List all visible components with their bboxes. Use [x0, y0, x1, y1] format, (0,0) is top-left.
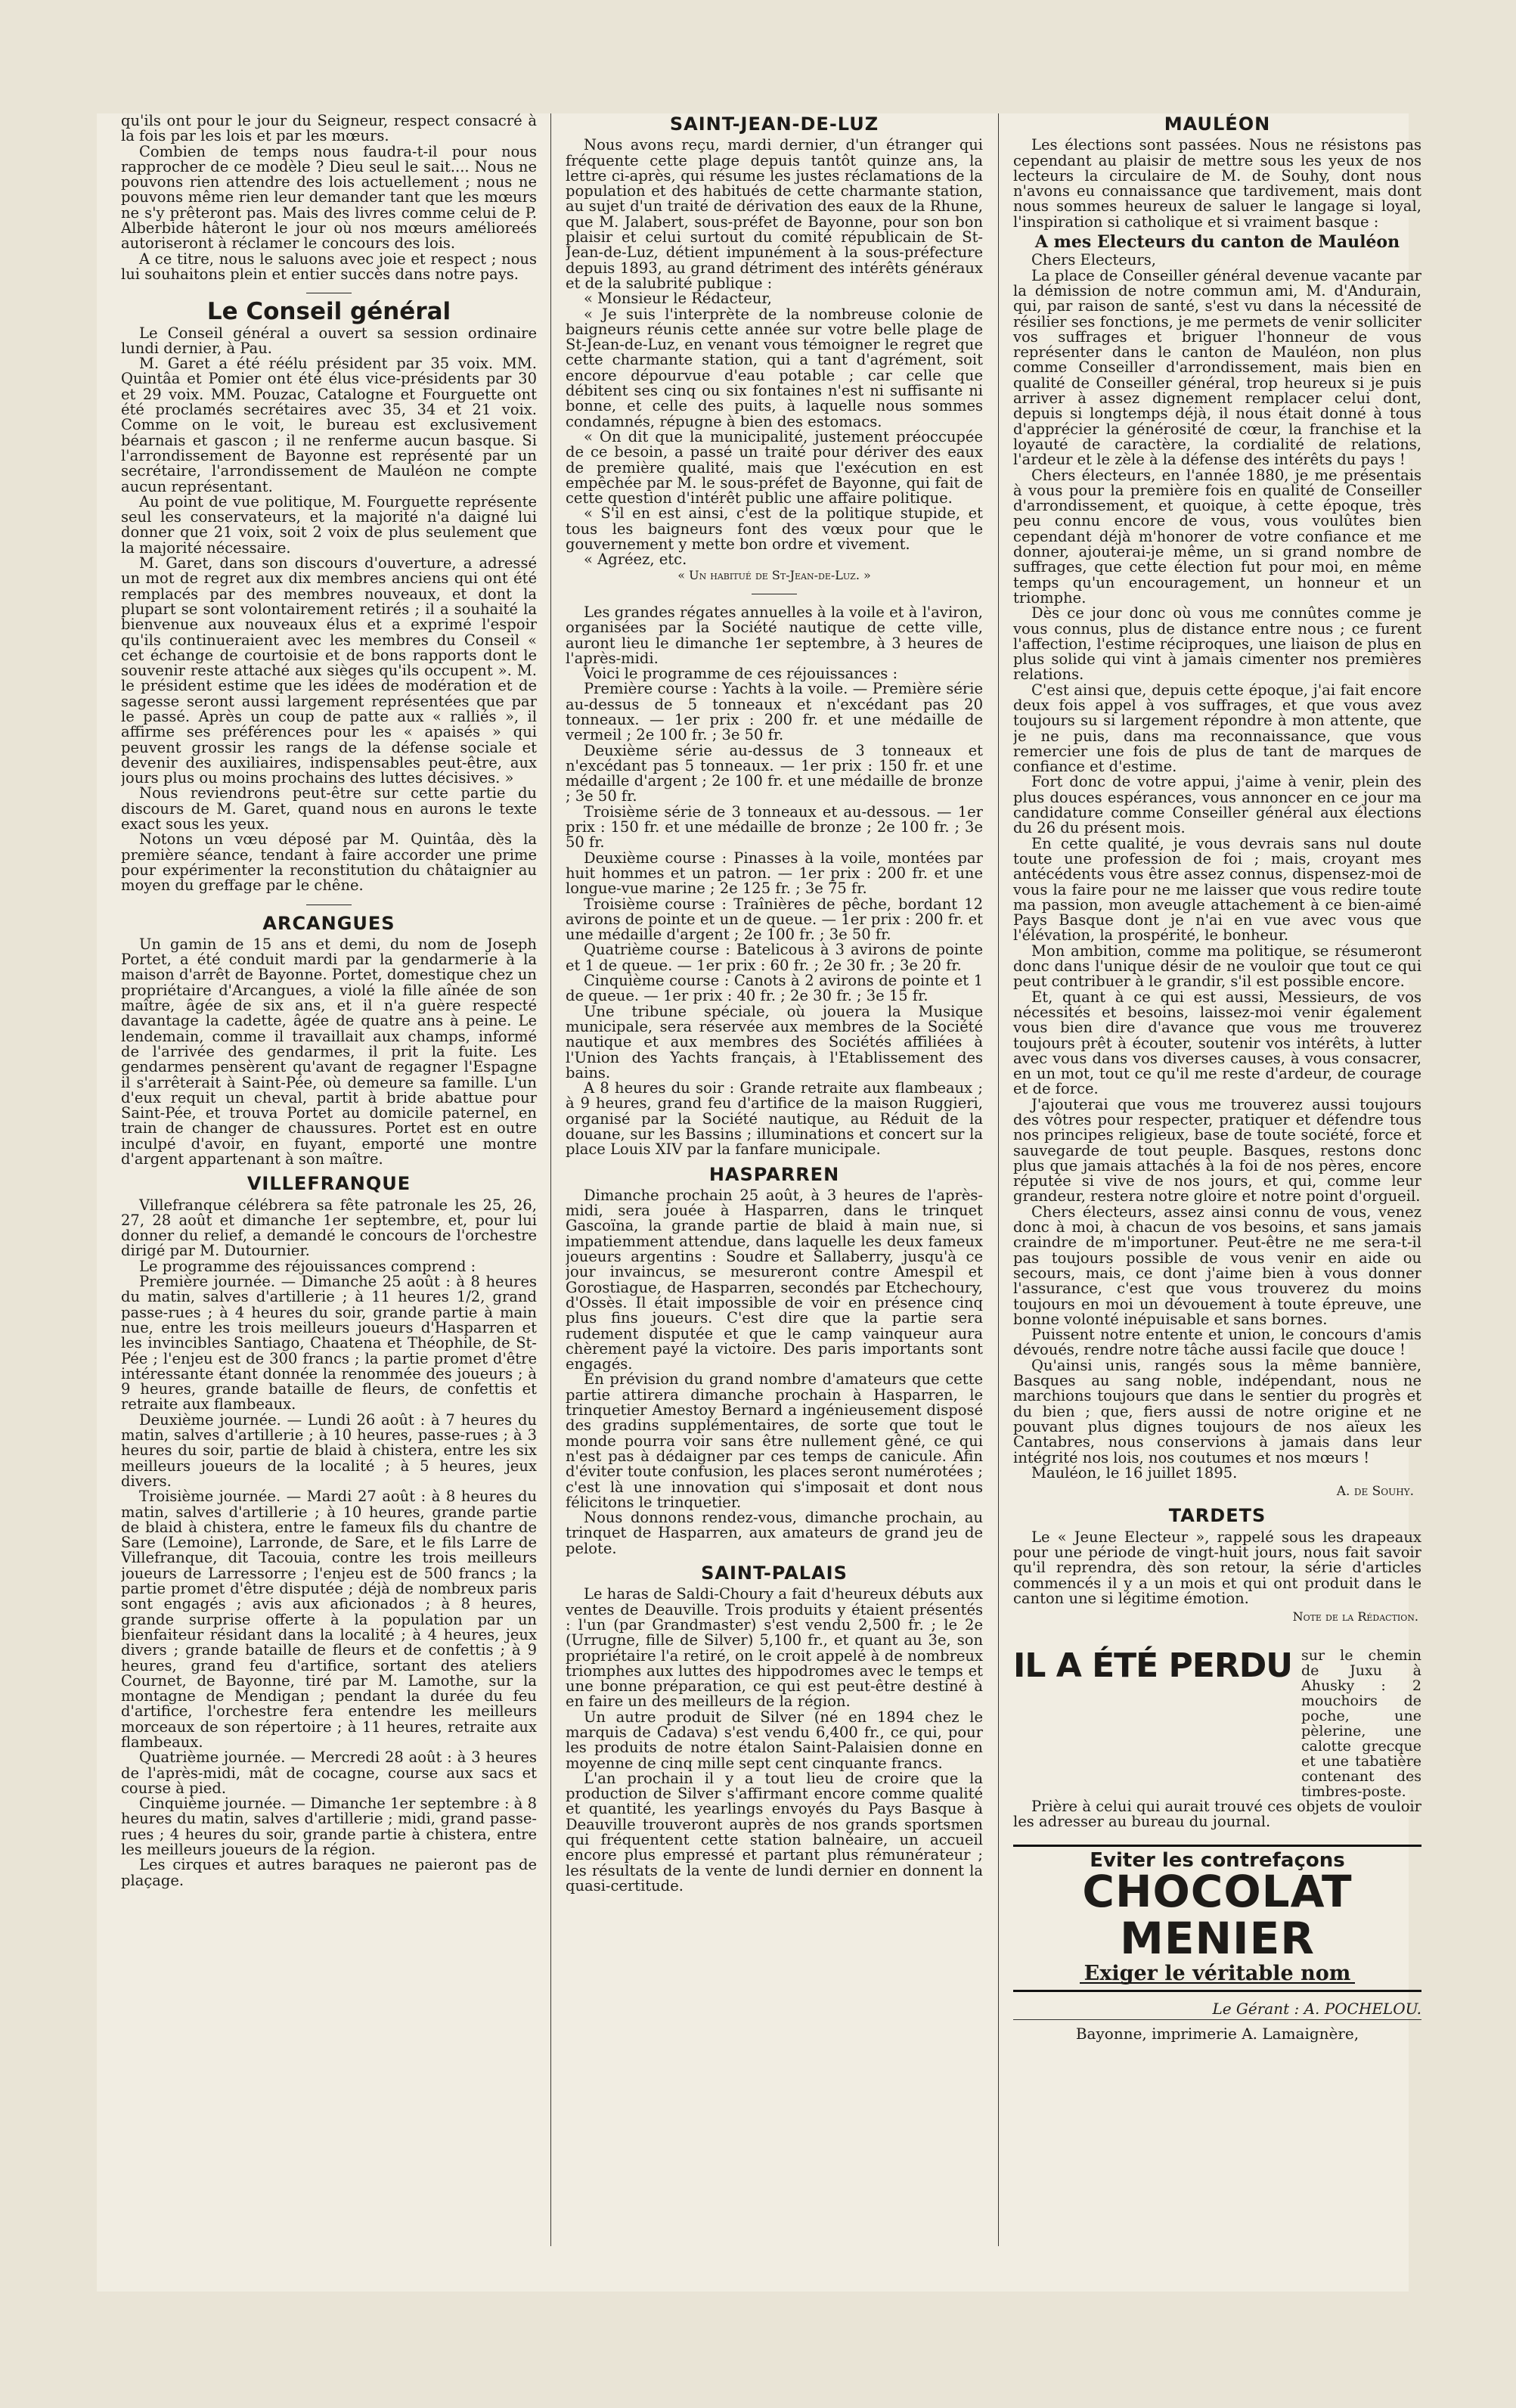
lost-notice-title: IL A ÉTÉ PERDU — [1013, 1646, 1292, 1685]
paragraph: Le « Jeune Electeur », rappelé sous les drapeaux pour une période de vingt-huit jours, nous fait savoir qu'il reprendra, dès son retour, la série d'articles commencés il y a un mois et qui ont produit dans le canton une si légitime émotion. — [1013, 1528, 1421, 1607]
paragraph: L'an prochain il y a tout lieu de croire que la production de Silver s'affirmant encore comme qualité et quantité, les yearlings envoyés du Pays Basque à Deauville trouveront auprès de nos grands sportsmen qui fréquentent cette station balnéaire, un accueil encore plus empressé et partant plus rémunérateur ; les résultats de la vente de lundi dernier en donnent la quasi-certitude. — [566, 1769, 983, 1894]
paragraph: Qu'ainsi unis, rangés sous la même bannière, Basques au sang noble, indépendant, nous ne marchions toujours que dans le sentier du progrès et du bien ; que, fiers aussi de notre origine et ne pouvant plus dignes toujours de nos aïeux les Cantabres, nous conservions à jamais dans leur intégrité nos lois, nos coutumes et nos mœurs ! — [1013, 1356, 1421, 1466]
paragraph: Fort donc de votre appui, j'aime à venir, plein des plus douces espérances, vous annoncer en ce jour ma candidature comme Conseiller général aux élections du 26 du présent mois. — [1013, 773, 1421, 837]
paragraph: Nous avons reçu, mardi dernier, d'un étranger qui fréquente cette plage depuis tantôt quinze ans, la lettre ci-après, qui résume les justes réclamations de la population et des habitués de cette charmante station, au sujet d'un traité de dérivation des eaux de la Rhune, que M. Jalabert, sous-préfet de Bayonne, pour son bon plaisir et celui surtout du comité républicain de St-Jean-de-Luz, détient impunément à la sous-préfecture depuis 1893, au grand détriment des intérêts généraux et de la salubrité publique : — [566, 136, 983, 292]
gerant-line: Le Gérant : A. POCHELOU. — [1013, 2001, 1421, 2020]
paragraph: Les grandes régates annuelles à la voile et à l'aviron, organisées par la Société nautique de cette ville, auront lieu le dimanche 1er septembre, à 3 heures de l'après-midi. — [566, 603, 983, 667]
paragraph: Combien de temps nous faudra-t-il pour nous rapprocher de ce modèle ? Dieu seul le sait.... Nous ne pouvons rien attendre des lois actuellement ; nous ne pouvons même rien leur demander tant que les mœurs ne s'y prêteront pas. Mais des livres comme celui de P. Alberbide hâteront le jour où nos mœurs amélioreés autoriseront à réclamer le concours des lois. — [121, 142, 537, 253]
ad-brand-line: CHOCOLAT — [1082, 1866, 1353, 1918]
paragraph: M. Garet, dans son discours d'ouverture, a adressé un mot de regret aux dix membres anciens qui ont été remplacés par des membres nouveaux, et dont la plupart se sont volontairement retirés ; il a souhaité la bienvenue aux nouveaux élus et a exprimé l'espoir qu'ils continueraient avec les membres du Conseil « cet échange de courtoisie et de bons rapports dont le souvenir reste attaché aux sièges qu'ils occupent ». M. le président estime que les idées de modération et de sagesse seront aussi largement représentées que par le passé. Après un coup de patte aux « ralliés », il affirme ses préférences pour les « apaisés » qui peuvent grossir les rangs de la défense sociale et devenir des auxiliaires, indispensables peut-être, aux jours plus ou moins prochains des luttes décisives. » — [121, 554, 537, 787]
paragraph: « Monsieur le Rédacteur, — [584, 290, 772, 308]
imprint-line: Bayonne, imprimerie A. Lamaignère, — [1075, 2024, 1359, 2043]
paragraph: Troisième journée. — Mardi 27 août : à 8 heures du matin, salves d'artillerie ; à 10 heures, grande partie de blaid à chistera, entre le fameux fils du chantre de Sare (Lemoine), Larronde, de Sare, et le fils Larre de Villefranque, dit Tacouia, contre les trois meilleurs joueurs de Larressorre ; l'enjeu est de 500 francs ; la partie promet d'être disputée ; déjà de nombreux paris sont engagés ; avis aux aficionados ; à 8 heures, grande surprise offerte à la population par un bienfaiteur résidant dans la localité ; à 4 heures, jeux divers ; grande bataille de fleurs et de confettis ; à 9 heures, grand feu d'artifice, sortant des ateliers Cournet, de Bayonne, tiré par M. Lamothe, sur la montagne de Mendigan ; pendant la durée du feu d'artifice, l'orchestre fera entendre les meilleurs morceaux de son répertoire ; à 11 heures, retraite aux flambeaux. — [121, 1488, 537, 1751]
paragraph: Quatrième course : Batelicous à 3 avirons de pointe et 1 de queue. — 1er prix : 60 fr. ; 2e 30 fr. ; 3e 20 fr. — [566, 941, 983, 974]
paragraph: C'est ainsi que, depuis cette époque, j'ai fait encore deux fois appel à vos suffrages, et que vous avez toujours su si largement répondre à mon attente, que je ne puis, dans ma reconnaissance, que vous remercier une fois de plus de tant de marques de confiance et d'estime. — [1013, 681, 1421, 776]
ad-line: Exiger le véritable nom — [1080, 1966, 1356, 1983]
paragraph: Dès ce jour donc où vous me connûtes comme je vous connus, plus de distance entre nous ; ce furent l'affection, l'estime réciproques, une liaison de plus en plus solide qui vint à jamais cimenter nos premières relations. — [1013, 604, 1421, 684]
paragraph: M. Garet a été réélu président par 35 voix. MM. Quintâa et Pomier ont été élus vice-présidents par 30 et 29 voix. MM. Pouzac, Catalogne et Fourguette ont été proclamés secrétaires avec 35, 34 et 21 voix. Comme on le voit, le bureau est exclusivement béarnais et gascon ; il ne renferme aucun basque. Si l'arrondissement de Bayonne est représenté par un secrétaire, l'arrondissement de Mauléon ne compte aucun représentant. — [121, 355, 537, 495]
paragraph: Les cirques et autres baraques ne paieront pas de plaçage. — [121, 1856, 537, 1889]
paragraph: Villefranque célébrera sa fête patronale les 25, 26, 27, 28 août et dimanche 1er septembre, et, pour lui donner du relief, a demandé le concours de l'orchestre dirigé par M. Dutournier. — [121, 1196, 537, 1260]
column-rule — [550, 113, 551, 2246]
paragraph: qu'ils ont pour le jour du Seigneur, respect consacré à la fois par les lois et par les mœurs. — [121, 113, 537, 145]
letter-signature: « Un habitué de St-Jean-de-Luz. » — [677, 567, 871, 582]
paragraph: « S'il en est ainsi, c'est de la politique stupide, et tous les baigneurs font des vœux pour que le gouvernement y mette bon ordre et vivement. — [566, 504, 983, 554]
paragraph: Troisième série de 3 tonneaux et au-dessous. — 1er prix : 150 fr. et une médaille de bronze ; 2e 100 fr. ; 3e 50 fr. — [566, 802, 983, 852]
paragraph: A 8 heures du soir : Grande retraite aux flambeaux ; à 9 heures, grand feu d'artifice de la maison Ruggieri, organisé par la Société nautique, au Réduit de la douane, sur les Bassins ; illuminations et concert sur la place Louis XIV par la fanfare municipale. — [566, 1079, 983, 1159]
paragraph: Le programme des réjouissances comprend : — [139, 1257, 476, 1275]
paragraph: Cinquième course : Canots à 2 avirons de pointe et 1 de queue. — 1er prix : 40 fr. ; 2e 30 fr. ; 3e 15 fr. — [566, 972, 983, 1005]
paragraph: Deuxième journée. — Lundi 26 août : à 7 heures du matin, salves d'artillerie ; à 10 heures, passe-rues ; à 3 heures du soir, partie de blaid à chistera, entre les six meilleurs joueurs de la localité ; à 5 heures, jeux divers. — [121, 1410, 537, 1490]
paragraph: A ce titre, nous le saluons avec joie et respect ; nous lui souhaitons plein et entier succès dans notre pays. — [121, 250, 537, 283]
paragraph: En prévision du grand nombre d'amateurs que cette partie attirera dimanche prochain à Hasparren, le trinquetier Amestoy Bernard a ingénieusement disposé des gradins supplémentaires, de sorte que tout le monde pourra voir sans être nullement gêné, ce qui n'est pas à dédaigner par ces temps de canicule. Afin d'éviter toute confusion, les places seront numérotées ; c'est là une innovation qui s'imposait et dont nous félicitons le trinquetier. — [566, 1370, 983, 1511]
chocolat-menier-ad — [1013, 1845, 1421, 1992]
paragraph: Cinquième journée. — Dimanche 1er septembre : à 8 heures du matin, salves d'artillerie ; midi, grand passe-rues ; 4 heures du soir, grande partie à chistera, entre les meilleurs joueurs de la région. — [121, 1795, 537, 1859]
paragraph: Deuxième série au-dessus de 3 tonneaux et n'excédant pas 5 tonneaux. — 1er prix : 150 fr. et une médaille d'argent ; 2e 100 fr. et une médaille de bronze ; 3e 50 fr. — [566, 741, 983, 805]
paragraph: En cette qualité, je vous devrais sans nul doute toute une profession de foi ; mais, croyant mes antécédents vous être assez connus, dispensez-moi de vous la faire pour ne me laisser que vous redire toute ma passion, mon aveugle attachement à ce bien-aimé Pays Basque dont je n'ai en vue avec vous que l'élévation, la prospérité, le bonheur. — [1013, 834, 1421, 945]
paragraph: J'ajouterai que vous me trouverez aussi toujours des vôtres pour respecter, pratiquer et défendre tous nos principes religieux, base de toute société, force et sauvegarde de tout peuple. Basques, restons donc plus que jamais attachés à la foi de nos pères, encore réputée si vive de nos jours, et qui, comme leur grandeur, restera notre gloire et notre point d'orgueil. — [1013, 1095, 1421, 1206]
paragraph: Quatrième journée. — Mercredi 28 août : à 3 heures de l'après-midi, mât de cocagne, course aux sacs et course à pied. — [121, 1749, 537, 1797]
letter-signature: A. de Souhy. — [1336, 1484, 1414, 1500]
section-title-tardets: TARDETS — [1168, 1505, 1266, 1527]
paragraph: Nous donnons rendez-vous, dimanche prochain, au trinquet de Hasparren, aux amateurs de grand jeu de pelote. — [566, 1509, 983, 1557]
paragraph: « Agréez, etc. — [584, 551, 687, 569]
section-title-saint-palais: SAINT-PALAIS — [701, 1562, 848, 1584]
paragraph: « Je suis l'interprète de la nombreuse colonie de baigneurs réunis cette année sur votre belle plage de St-Jean-de-Luz, en venant vous témoigner le regret que cette charmante station, qui a tant d'agrément, soit encore dépourvue d'eau potable ; car celle que débitent ses cinq ou six fontaines n'est ni suffisante ni bonne, et celle des puits, à laquelle nous sommes condamnés, répugne à bien des estomacs. — [566, 305, 983, 430]
section-title-saint-jean-de-luz: SAINT-JEAN-DE-LUZ — [669, 113, 879, 135]
paragraph: Chers électeurs, en l'année 1880, je me présentais à vous pour la première fois en qualité de Conseiller d'arrondissement, et quoique, à cette époque, très peu connu encore de vous, vous voulûtes bien cependant déjà m'honorer de votre confiance et me donner, ajouterai-je même, un si grand nombre de suffrages, que cette élection fut pour moi, en même temps qu'un encouragement, un honneur et un triomphe. — [1013, 466, 1421, 607]
paragraph: Une tribune spéciale, où jouera la Musique municipale, sera réservée aux membres de la Société nautique et aux membres des Sociétés affiliées à l'Union des Yachts français, à l'Etablissement des bains. — [566, 1002, 983, 1081]
paragraph: Un autre produit de Silver (né en 1894 chez le marquis de Cadava) s'est vendu 6,400 fr., ce qui, pour les produits de notre étalon Saint-Palaisien donne en moyenne de cinq mille sept cent cinquante francs. — [566, 1708, 983, 1772]
paragraph: Première journée. — Dimanche 25 août : à 8 heures du matin, salves d'artillerie ; à 11 heures 1/2, grand passe-rues ; à 4 heures du soir, grande partie à main nue, entre les trois meilleurs joueurs d'Hasparren et les invincibles Santiago, Chaatena et Théophile, de St-Pée ; l'enjeu est de 300 francs ; la partie promet d'être intéressante étant donnée la renommée des joueurs ; à 9 heures, grande bataille de fleurs, de confettis et retraite aux flambeaux. — [121, 1273, 537, 1413]
section-title-hasparren: HASPARREN — [708, 1163, 840, 1185]
lost-items-notice — [1013, 1648, 1421, 1799]
ad-line: Eviter les contrefaçons — [1090, 1849, 1345, 1873]
column-2 — [566, 113, 983, 2292]
paragraph: Chers électeurs, assez ainsi connu de vous, venez donc à moi, à chacun de vos besoins, et sans jamais craindre de m'importuner. Peut-être ne me sera-t-il pas toujours possible de vous venir en aide ou secours, mais, ce dont j'aime bien à vous donner l'assurance, c'est que vous trouverez du moins toujours en moi un dévouement à toute épreuve, une bonne volonté inépuisable et sans bornes. — [1013, 1202, 1421, 1328]
paragraph: Le haras de Saldi-Choury a fait d'heureux débuts aux ventes de Deauville. Trois produits y étaient présentés : l'un (par Grandmaster) s'est vendu 2,500 fr. ; le 2e (Urrugne, fille de Silver) 5,100 fr., et quant au 3e, son propriétaire l'a retiré, on le croit appelé à de nombreux triomphes aux luttes des hippodromes avec le temps et une bonne préparation, ce qui est peut-être destiné à en faire un des meilleurs de la région. — [566, 1585, 983, 1711]
column-rule — [998, 113, 999, 2246]
paragraph: Première course : Yachts à la voile. — Première série au-dessus de 5 tonneaux et n'excédant pas 20 tonneaux. — 1er prix : 200 fr. et une médaille de vermeil ; 2e 100 fr. ; 3e 50 fr. — [566, 680, 983, 744]
letter-title: A mes Electeurs du canton de Mauléon — [1034, 232, 1400, 253]
ad-brand-line: MENIER — [1120, 1913, 1315, 1965]
paragraph: « On dit que la municipalité, justement préoccupée de ce besoin, a passé un traité pour dériver des eaux de première qualité, mais que l'exécution en est empêchée par M. le sous-préfet de Bayonne, qui fait de cette question d'intérêt public une affaire politique. — [566, 427, 983, 507]
paragraph: Mon ambition, comme ma politique, se résumeront donc dans l'unique désir de ne vouloir que tout ce qui peut contribuer à le grandir, s'il est possible encore. — [1013, 942, 1421, 991]
paragraph: Puissent notre entente et union, le concours d'amis dévoués, rendre notre tâche aussi facile que douce ! — [1013, 1326, 1421, 1359]
paragraph: La place de Conseiller général devenue vacante par la démission de notre commun ami, M. d'Andurain, qui, par raison de santé, s'est vu dans la nécessité de résilier ses fonctions, je me permets de venir solliciter vos suffrages et briguer l'honneur de vous représenter dans le canton de Mauléon, non plus comme Conseiller d'arrondissement, mais bien en qualité de Conseiller général, trop heureux si je puis arriver à assez dignement remplacer celui dont, depuis si longtemps déjà, il nous était donné à tous d'apprécier la générosité de cœur, la franchise et la loyauté de caractère, la cordialité de relations, l'ardeur et le zèle à la défense des intérêts du pays ! — [1013, 266, 1421, 469]
paragraph: Le Conseil général a ouvert sa session ordinaire lundi dernier, à Pau. — [121, 324, 537, 357]
paragraph: Et, quant à ce qui est aussi, Messieurs, de vos nécessités et besoins, laissez-moi venir également vous bien dire d'avance que vous me trouverez toujours prêt à écouter, soutenir vos intérêts, à lutter avec vous dans vos diverses causes, à vous consacrer, en un mot, tout ce qu'il me reste d'ardeur, de courage et de force. — [1013, 988, 1421, 1098]
salutation: Chers Electeurs, — [1031, 251, 1156, 269]
paragraph: Prière à celui qui aurait trouvé ces objets de vouloir les adresser au bureau du journal. — [1013, 1797, 1421, 1830]
column-3 — [1013, 113, 1421, 2292]
paragraph: Dimanche prochain 25 août, à 3 heures de l'après-midi, sera jouée à Hasparren, dans le trinquet Gascoïna, la grande partie de blaid à main nue, si impatiemment attendue, dans laquelle les deux fameux joueurs argentins : Soudre et Sallaberry, jusqu'à ce jour invaincus, se mesureront contre Amespil et Gorostiague, de Hasparren, secondés par Etchechoury, d'Ossès. Il était impossible de voir en présence cinq plus fins joueurs. C'est dire que la partie sera rudement disputée et que le camp vainqueur aura chèrement payé la victoire. Des paris importants sont engagés. — [566, 1186, 983, 1373]
editorial-note: Note de la Rédaction. — [1292, 1609, 1418, 1624]
section-title-mauleon: MAULÉON — [1164, 113, 1271, 135]
dateline: Mauléon, le 16 juillet 1895. — [1031, 1463, 1238, 1482]
paragraph: Voici le programme de ces réjouissances : — [584, 665, 898, 683]
section-title-arcangues: ARCANGUES — [262, 912, 395, 934]
column-1 — [121, 113, 537, 2292]
paragraph: Notons un vœu déposé par M. Quintâa, dès la première séance, tendant à faire accorder une prime pour expérimenter la reconstitution du châtaignier au moyen du greffage par le chêne. — [121, 830, 537, 895]
section-title-villefranque: VILLEFRANQUE — [246, 1173, 411, 1195]
paragraph: Deuxième course : Pinasses à la voile, montées par huit hommes et un patron. — 1er prix : 200 fr. et une longue-vue marine ; 2e 125 fr. ; 3e 75 fr. — [566, 849, 983, 898]
paragraph: Au point de vue politique, M. Fourguette représente seul les conservateurs, et la majorité n'a daigné lui donner que 21 voix, soit 2 voix de plus seulement que la majorité nécessaire. — [121, 492, 537, 557]
paragraph: Un gamin de 15 ans et demi, du nom de Joseph Portet, a été conduit mardi par la gendarmerie à la maison d'arrêt de Bayonne. Portet, domestique chez un propriétaire d'Arcangues, a violé la fille aînée de son maître, âgée de six ans, et il n'a guère respecté davantage la cadette, âgée de quatre ans à peine. Le lendemain, comme il travaillait aux champs, informé de l'arrivée des gendarmes, il prit la fuite. Les gendarmes pensèrent qu'avant de regagner l'Espagne il s'arrêterait à Saint-Pée, où demeure sa famille. L'un d'eux requit un cheval, partit à bride abattue pour Saint-Pée, et trouva Portet au domicile paternel, en train de changer de chaussures. Portet est en outre inculpé d'avoir, en fuyant, emporté une montre d'argent appartenant à son maître. — [121, 935, 537, 1168]
paragraph: Les élections sont passées. Nous ne résistons pas cependant au plaisir de mettre sous les yeux de nos lecteurs la circulaire de M. de Souhy, dont nous n'avons eu connaissance que tardivement, mais dont nous sommes heureux de saluer le langage si loyal, l'inspiration si catholique et si vraiment basque : — [1013, 136, 1421, 231]
section-title-conseil: Le Conseil général — [206, 298, 451, 326]
lost-notice-text: sur le chemin de Juxu à Ahusky : 2 mouchoirs de poche, une pèlerine, une calotte grecque et une tabatière contenant des timbres-poste. — [1301, 1646, 1421, 1800]
paragraph: Troisième course : Traînières de pêche, bordant 12 avirons de pointe et un de queue. — 1er prix : 200 fr. et une médaille d'argent ; 2e 100 fr. ; 3e 50 fr. — [566, 895, 983, 944]
paragraph: Nous reviendrons peut-être sur cette partie du discours de M. Garet, quand nous en aurons le texte exact sous les yeux. — [121, 784, 537, 833]
